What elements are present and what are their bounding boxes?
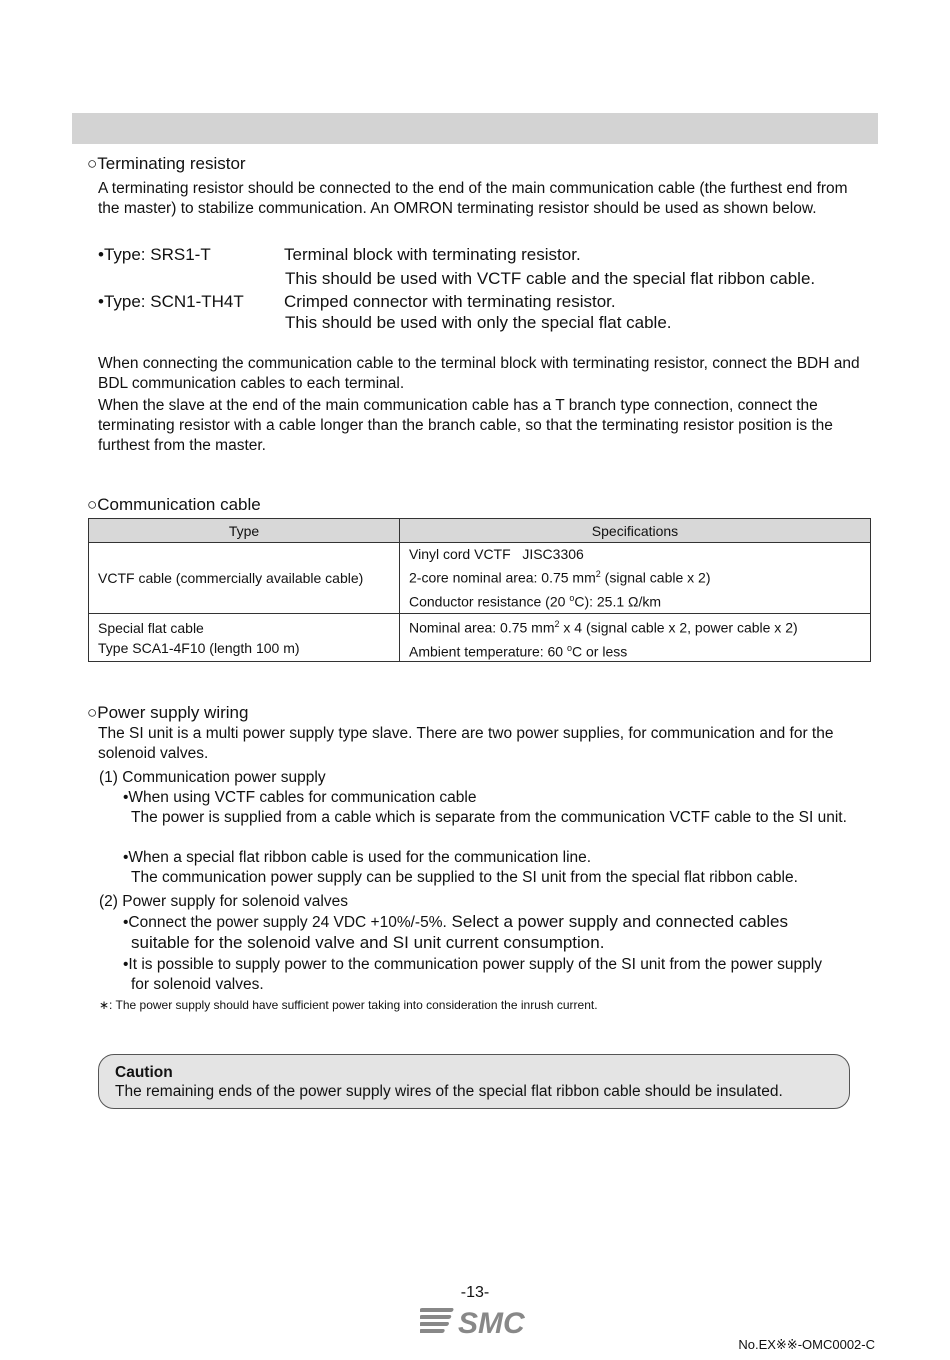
- page-number: -13-: [460, 1284, 490, 1301]
- type-srs1-desc: Terminal block with terminating resistor.: [284, 245, 581, 264]
- section-title-power-supply-wiring: ○Power supply wiring: [87, 703, 249, 722]
- communication-cable-table: [88, 518, 871, 662]
- solenoid-power-heading: (2) Power supply for solenoid valves: [99, 893, 348, 910]
- table-cell-spec: [400, 614, 871, 662]
- table-cell-type: [89, 543, 400, 614]
- type-scn1-label: •Type: SCN1-TH4T: [98, 292, 244, 311]
- terminating-note-2: When the slave at the end of the main communication cable has a T branch type connection, connect the terminating resistor with a cable longer than the branch cable, so that the terminating resistor position is the furthest from the master.: [98, 397, 833, 454]
- solenoid-power-voltage-cont: suitable for the solenoid valve and SI unit current consumption.: [131, 933, 605, 952]
- table-row: [89, 543, 871, 614]
- document-number: No.EX※※-OMC0002-C: [738, 1337, 875, 1352]
- spec-line: Conductor resistance (20 $^o$C): 25.1 Ω/km: [409, 593, 662, 610]
- terminating-intro: A terminating resistor should be connected to the end of the main communication cable (the furthest end from the master) to stabilize communication. An OMRON terminating resistor should be used as shown below.: [98, 180, 848, 217]
- terminating-note-1: When connecting the communication cable to the terminal block with terminating resistor, connect the BDH and BDL communication cables to each terminal.: [98, 355, 860, 392]
- smc-logo: [420, 1302, 530, 1343]
- solenoid-power-bullet-shared: •It is possible to supply power to the communication power supply of the SI unit from the power supply: [123, 956, 822, 973]
- table-cell-spec: [400, 543, 871, 614]
- type-srs1-usage: This should be used with VCTF cable and the special flat ribbon cable.: [285, 269, 816, 288]
- section-title-communication-cable: ○Communication cable: [87, 495, 261, 514]
- type-scn1-desc: Crimped connector with terminating resistor.: [284, 292, 616, 311]
- spec-line: 2-core nominal area: 0.75 $mm^2$ (signal cable x 2): [409, 569, 711, 586]
- spec-line: Vinyl cord VCTF JISC3306: [409, 546, 584, 563]
- smc-logo-icon: [420, 1302, 530, 1338]
- power-intro: The SI unit is a multi power supply type slave. There are two power supplies, for communication and for the solenoid valves.: [98, 725, 834, 762]
- caution-text: The remaining ends of the power supply wires of the special flat ribbon cable should be insulated.: [115, 1083, 783, 1100]
- spec-line: Nominal area: 0.75 $mm^2$ x 4 (signal cable x 2, power cable x 2): [409, 619, 798, 636]
- cable-type-name: VCTF cable (commercially available cable): [98, 570, 364, 586]
- caution-box: [98, 1054, 850, 1109]
- solenoid-power-shared-cont: for solenoid valves.: [131, 976, 264, 993]
- type-srs1-label: •Type: SRS1-T: [98, 245, 211, 264]
- comm-power-flat-text: The communication power supply can be supplied to the SI unit from the special flat ribbon cable.: [131, 869, 798, 886]
- inrush-footnote: ∗: The power supply should have sufficient power taking into consideration the inrush current.: [99, 998, 598, 1012]
- table-header-specifications: Specifications: [400, 519, 871, 543]
- type-scn1-usage: This should be used with only the special flat cable.: [285, 313, 672, 332]
- section-title-terminating-resistor: ○Terminating resistor: [87, 154, 246, 173]
- caution-title: Caution: [115, 1064, 173, 1081]
- comm-power-vctf-text: The power is supplied from a cable which is separate from the communication VCTF cable to the SI unit.: [131, 809, 847, 826]
- table-header-row: [89, 519, 871, 543]
- comm-power-bullet-flat: •When a special flat ribbon cable is used for the communication line.: [123, 849, 592, 866]
- table-header-type: Type: [89, 519, 400, 543]
- table-cell-type: [89, 614, 400, 662]
- comm-power-heading: (1) Communication power supply: [99, 769, 326, 786]
- header-bar: [72, 113, 878, 144]
- svg-text:SMC: SMC: [458, 1307, 525, 1338]
- cable-type-model: Type SCA1-4F10 (length 100 m): [98, 639, 300, 656]
- comm-power-bullet-vctf: •When using VCTF cables for communication cable: [123, 789, 477, 806]
- cable-type-name: Special flat cable: [98, 619, 204, 636]
- solenoid-power-bullet-voltage: •Connect the power supply 24 VDC +10%/-5%. Select a power supply and connected cables: [123, 912, 788, 931]
- table-row: [89, 614, 871, 662]
- spec-line: Ambient temperature: 60 $^o$C or less: [409, 642, 628, 660]
